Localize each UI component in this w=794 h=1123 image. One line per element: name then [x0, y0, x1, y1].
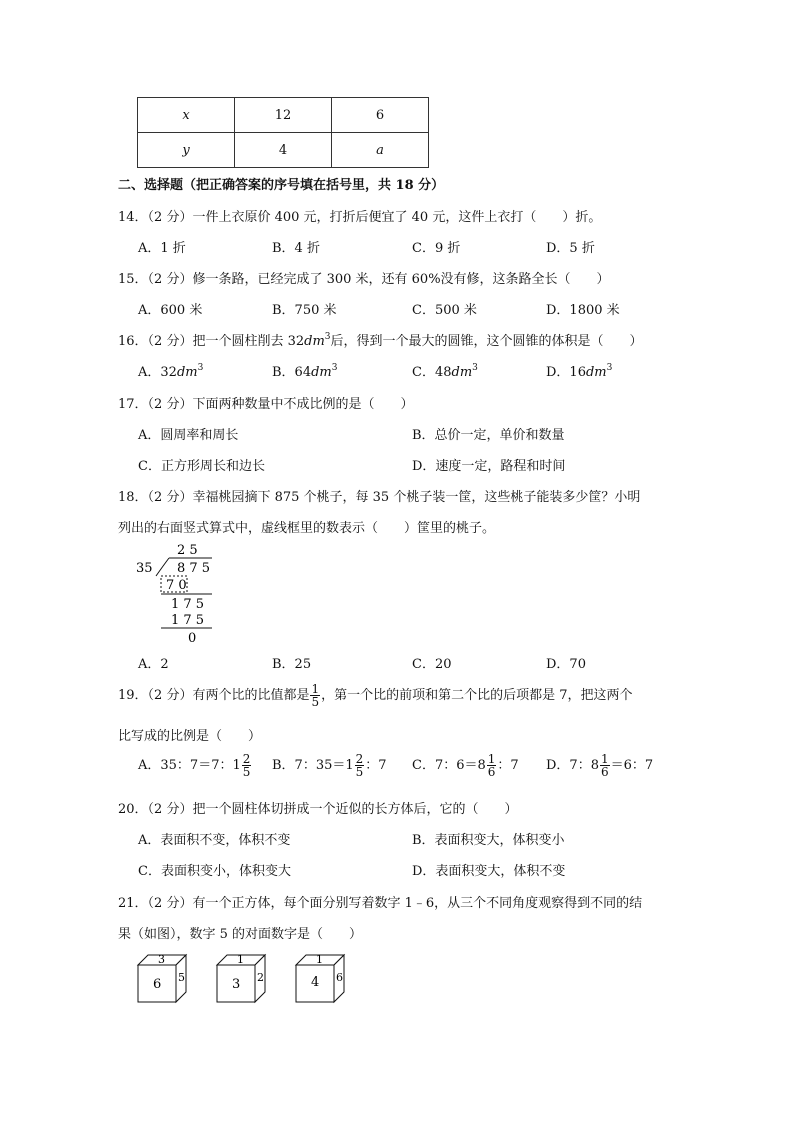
division-step1: 7 0: [166, 578, 187, 593]
cube-3: [296, 953, 344, 1002]
question-19-stem-line2: 比写成的比例是（ ）: [118, 729, 262, 744]
q16-option-a: [138, 361, 203, 380]
q18-option-d: D．70: [546, 657, 586, 672]
question-20-stem: 20．（2 分）把一个圆柱体切拼成一个近似的长方体后，它的（ ）: [118, 802, 518, 817]
question-17-stem: 17．（2 分）下面两种数量中不成比例的是（ ）: [118, 397, 414, 412]
q18-option-b: B．25: [272, 657, 312, 672]
q15-option-d: D．1800 米: [546, 303, 620, 318]
option-text: ：7: [365, 758, 387, 773]
fraction-numerator: 1: [600, 752, 609, 766]
long-division-diagram: [130, 538, 230, 650]
xy-table: [137, 97, 429, 168]
option-unit: dm: [585, 365, 607, 380]
option-exp: 3: [197, 363, 204, 373]
fraction-numerator: 2: [242, 752, 251, 766]
cube-diagrams: [136, 951, 366, 1005]
option-text: A．35：7＝7：1: [138, 758, 241, 773]
division-quotient: 2 5: [177, 543, 198, 558]
division-step2: 1 7 5: [171, 597, 205, 612]
cube-3-front: 4: [311, 975, 320, 990]
question-18-stem-line2: 列出的右面竖式算式中，虚线框里的数表示（ ）筐里的桃子。: [118, 521, 496, 536]
fraction-denominator: 6: [487, 765, 496, 779]
table-cell: a: [332, 133, 429, 168]
option-unit: dm: [311, 365, 332, 380]
q18-option-a: A．2: [138, 657, 169, 672]
division-remainder: 0: [188, 631, 197, 646]
q19-stem-a: 19．（2 分）有两个比的比值都是: [118, 688, 310, 703]
fraction-numerator: 2: [355, 752, 364, 766]
q16-option-c: [412, 361, 478, 380]
fraction: [242, 753, 252, 778]
fraction: [600, 753, 610, 778]
table-row: [138, 133, 429, 168]
q17-option-c: C．正方形周长和边长: [138, 459, 265, 474]
table-cell: 4: [235, 133, 332, 168]
q17-option-b: B．总价一定，单价和数量: [412, 428, 565, 443]
q17-option-a: A．圆周率和周长: [138, 428, 239, 443]
cube-2-side: 2: [257, 971, 264, 984]
table-cell: 12: [235, 98, 332, 133]
question-18-stem-line1: 18．（2 分）幸福桃园摘下 875 个桃子，每 35 个桃子装一筐，这些桃子能装多少筐？小明: [118, 490, 641, 505]
fraction-numerator: 1: [311, 682, 320, 696]
q19-stem-b: ，第一个比的前项和第二个比的后项都是 7，把这两个: [321, 688, 633, 703]
cube-3-side: 6: [336, 971, 343, 984]
option-label: B．64: [272, 365, 312, 380]
fraction-denominator: 6: [600, 765, 609, 779]
q20-option-c: C．表面积变小，体积变大: [138, 864, 291, 879]
fraction-denominator: 5: [311, 695, 320, 709]
option-exp: 3: [472, 363, 478, 373]
fraction: [310, 683, 320, 708]
table-cell: y: [138, 133, 235, 168]
cube-1: [138, 953, 186, 1002]
q18-option-c: C．20: [412, 657, 452, 672]
option-exp: 3: [331, 363, 338, 373]
q20-option-b: B．表面积变大，体积变小: [412, 833, 565, 848]
question-21-stem-line2: 果（如图），数字 5 的对面数字是（ ）: [118, 927, 363, 942]
cube-2-front: 3: [232, 977, 241, 992]
table-cell: x: [138, 98, 235, 133]
option-label: C．48: [412, 365, 452, 380]
q16-exp: 3: [324, 332, 331, 342]
q14-option-c: C．9 折: [412, 241, 461, 256]
option-label: A．32: [138, 365, 177, 380]
q14-option-a: A．1 折: [138, 241, 186, 256]
q15-option-b: B．750 米: [272, 303, 337, 318]
question-16-stem: [118, 330, 643, 349]
question-14-stem: 14．（2 分）一件上衣原价 400 元，打折后便宜了 40 元，这件上衣打（ ）折。: [118, 210, 602, 225]
q17-option-d: D．速度一定，路程和时间: [412, 459, 566, 474]
fraction: [487, 753, 497, 778]
cube-2-top: 1: [237, 953, 244, 966]
table-cell: 6: [332, 98, 429, 133]
fraction-numerator: 1: [487, 752, 496, 766]
q16-stem-a: 16．（2 分）把一个圆柱削去 32: [118, 334, 305, 349]
cube-3-top: 1: [316, 953, 323, 966]
cube-1-side: 5: [178, 971, 185, 984]
fraction-denominator: 5: [355, 765, 364, 779]
option-text: D．7：8: [546, 758, 599, 773]
q16-option-d: [546, 361, 612, 380]
q14-option-b: B．4 折: [272, 241, 320, 256]
fraction: [355, 753, 365, 778]
question-19-stem-line1: [118, 679, 633, 713]
q16-stem-b: 后，得到一个最大的圆锥，这个圆锥的体积是（ ）: [330, 334, 643, 349]
division-bracket: [156, 558, 169, 576]
question-21-stem-line1: 21．（2 分）有一个正方体，每个面分别写着数字 1﹣6，从三个不同角度观察得到不同的结: [118, 896, 643, 911]
option-exp: 3: [606, 363, 613, 373]
cube-1-front: 6: [153, 977, 162, 992]
division-divisor: 35: [136, 561, 153, 576]
division-step3: 1 7 5: [171, 613, 205, 628]
table-row: [138, 98, 429, 133]
q16-option-b: [272, 361, 338, 380]
q15-option-a: A．600 米: [138, 303, 203, 318]
option-label: D．16: [546, 365, 586, 380]
q19-option-a: [138, 749, 252, 783]
cube-2: [217, 953, 265, 1002]
option-text: ＝6：7: [610, 758, 654, 773]
cube-1-top: 3: [158, 953, 165, 966]
q19-option-b: [272, 749, 387, 783]
option-unit: dm: [451, 365, 473, 380]
q16-unit: dm: [304, 334, 325, 349]
q20-option-a: A．表面积不变，体积不变: [138, 833, 291, 848]
q14-option-d: D．5 折: [546, 241, 595, 256]
division-dividend: 8 7 5: [177, 561, 211, 576]
option-text: C．7：6＝8: [412, 758, 486, 773]
question-15-stem: 15．（2 分）修一条路，已经完成了 300 米，还有 60%没有修，这条路全长（ ）: [118, 272, 610, 287]
q20-option-d: D．表面积变大，体积不变: [412, 864, 566, 879]
q19-option-d: [546, 749, 653, 783]
option-unit: dm: [176, 365, 198, 380]
q15-option-c: C．500 米: [412, 303, 477, 318]
q19-option-c: [412, 749, 519, 783]
option-text: B．7：35＝1: [272, 758, 354, 773]
fraction-denominator: 5: [242, 765, 251, 779]
section-title: 二、选择题（把正确答案的序号填在括号里，共 18 分）: [118, 178, 445, 193]
option-text: ：7: [497, 758, 519, 773]
